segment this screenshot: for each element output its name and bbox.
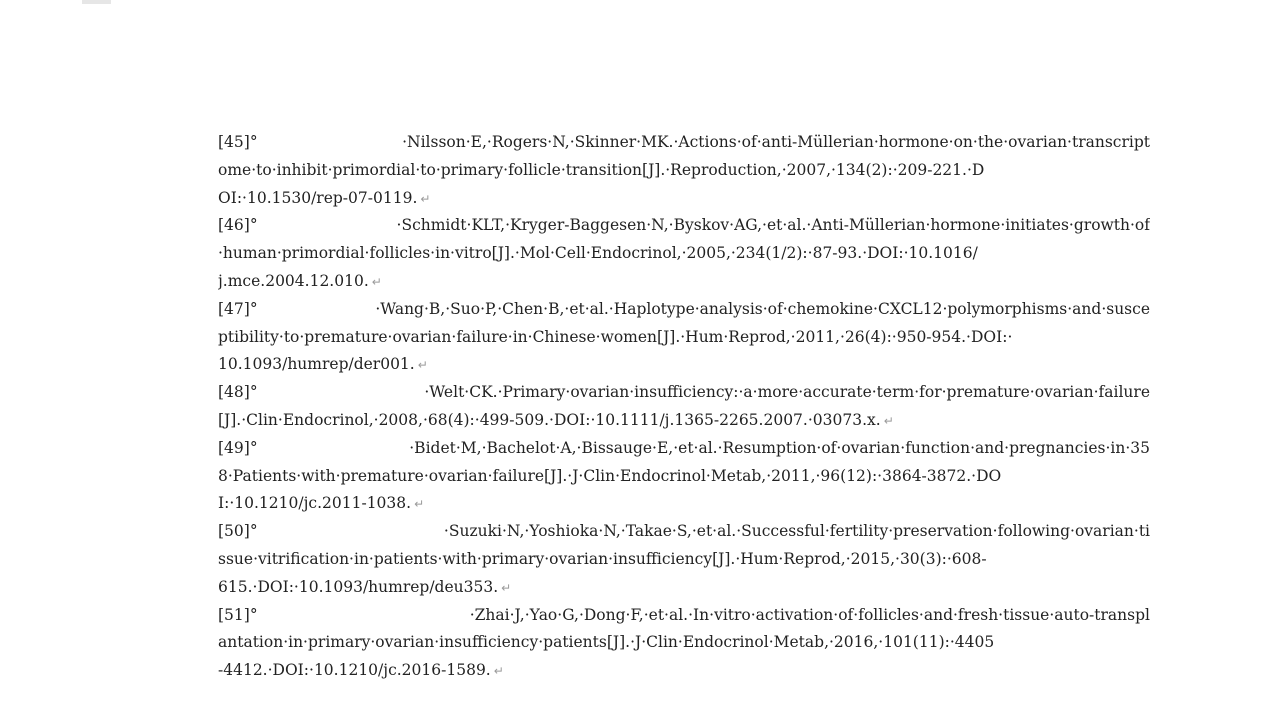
paragraph-mark-icon: ↵: [883, 413, 894, 428]
paragraph-mark-icon: ↵: [371, 274, 382, 289]
reference-line[interactable]: [49]° ·Bidet·M,·Bachelot·A,·Bissauge·E,·et·al.·Resumption·of·ovarian·function·and·pregnancies·in·35: [218, 438, 1150, 457]
reference-line[interactable]: [218, 185, 1150, 213]
reference-line[interactable]: [218, 268, 1150, 296]
reference-text[interactable]: 615.·DOI:·10.1093/humrep/deu353.: [218, 577, 499, 596]
reference-item-45[interactable]: [218, 129, 1150, 212]
paragraph-mark-icon: ↵: [501, 580, 512, 595]
reference-item-46[interactable]: [218, 212, 1150, 295]
reference-text[interactable]: [J].·Clin·Endocrinol,·2008,·68(4):·499-509.·DOI:·10.1111/j.1365-2265.2007.·03073.x.: [218, 410, 881, 429]
reference-item-49[interactable]: [218, 435, 1150, 518]
reference-line[interactable]: ssue·vitrification·in·patients·with·primary·ovarian·insufficiency[J].·Hum·Reprod,·2015,·30(3):·608-: [218, 549, 987, 568]
reference-line[interactable]: ·human·primordial·follicles·in·vitro[J].·Mol·Cell·Endocrinol,·2005,·234(1/2):·87-93.·DOI:·10.1016/: [218, 244, 978, 263]
reference-item-48[interactable]: [218, 379, 1150, 435]
paragraph-mark-icon: ↵: [414, 497, 425, 512]
reference-list[interactable]: [218, 129, 1150, 685]
paragraph-mark-icon: ↵: [420, 191, 431, 206]
reference-line[interactable]: [218, 490, 1150, 518]
reference-line[interactable]: [45]° ·Nilsson·E,·Rogers·N,·Skinner·MK.·Actions·of·anti-Müllerian·hormone·on·the·ovarian·transcript: [218, 133, 1150, 151]
reference-line[interactable]: [218, 574, 1150, 602]
paragraph-mark-icon: ↵: [493, 664, 504, 679]
reference-text[interactable]: I:·10.1210/jc.2011-1038.: [218, 494, 412, 513]
reference-item-51[interactable]: [218, 602, 1150, 685]
reference-line[interactable]: ptibility·to·premature·ovarian·failure·in·Chinese·women[J].·Hum·Reprod,·2011,·26(4):·950-954.·DOI:·: [218, 327, 1013, 346]
reference-line[interactable]: [50]° ·Suzuki·N,·Yoshioka·N,·Takae·S,·et·al.·Successful·fertility·preservation·following·ovarian·ti: [218, 522, 1150, 541]
reference-text[interactable]: OI:·10.1530/rep-07-0119.: [218, 188, 418, 207]
reference-item-50[interactable]: [218, 518, 1150, 601]
reference-line[interactable]: [218, 351, 1150, 379]
reference-line[interactable]: [218, 657, 1150, 685]
reference-text[interactable]: -4412.·DOI:·10.1210/jc.2016-1589.: [218, 661, 491, 680]
reference-text[interactable]: 10.1093/humrep/der001.: [218, 355, 415, 374]
page-corner-mark: [82, 0, 111, 4]
reference-line[interactable]: [218, 407, 1150, 435]
reference-line[interactable]: 8·Patients·with·premature·ovarian·failure[J].·J·Clin·Endocrinol·Metab,·2011,·96(12):·3864-3872.·DO: [218, 466, 1002, 485]
reference-line[interactable]: ome·to·inhibit·primordial·to·primary·follicle·transition[J].·Reproduction,·2007,·134(2):·209-221.·D: [218, 160, 985, 179]
reference-line[interactable]: [46]° ·Schmidt·KLT,·Kryger-Baggesen·N,·Byskov·AG,·et·al.·Anti-Müllerian·hormone·initiates·growth·of: [218, 216, 1150, 235]
reference-line[interactable]: antation·in·primary·ovarian·insufficiency·patients[J].·J·Clin·Endocrinol·Metab,·2016,·101(11):·4405: [218, 633, 995, 652]
reference-line[interactable]: [47]° ·Wang·B,·Suo·P,·Chen·B,·et·al.·Haplotype·analysis·of·chemokine·CXCL12·polymorphisms·and·susce: [218, 299, 1150, 318]
reference-line[interactable]: [51]° ·Zhai·J,·Yao·G,·Dong·F,·et·al.·In·vitro·activation·of·follicles·and·fresh·tissue·auto-transpl: [218, 605, 1150, 624]
reference-line[interactable]: [48]° ·Welt·CK.·Primary·ovarian·insufficiency:·a·more·accurate·term·for·premature·ovarian·failure: [218, 383, 1150, 402]
reference-text[interactable]: j.mce.2004.12.010.: [218, 271, 369, 290]
paragraph-mark-icon: ↵: [417, 358, 428, 373]
reference-item-47[interactable]: [218, 296, 1150, 379]
